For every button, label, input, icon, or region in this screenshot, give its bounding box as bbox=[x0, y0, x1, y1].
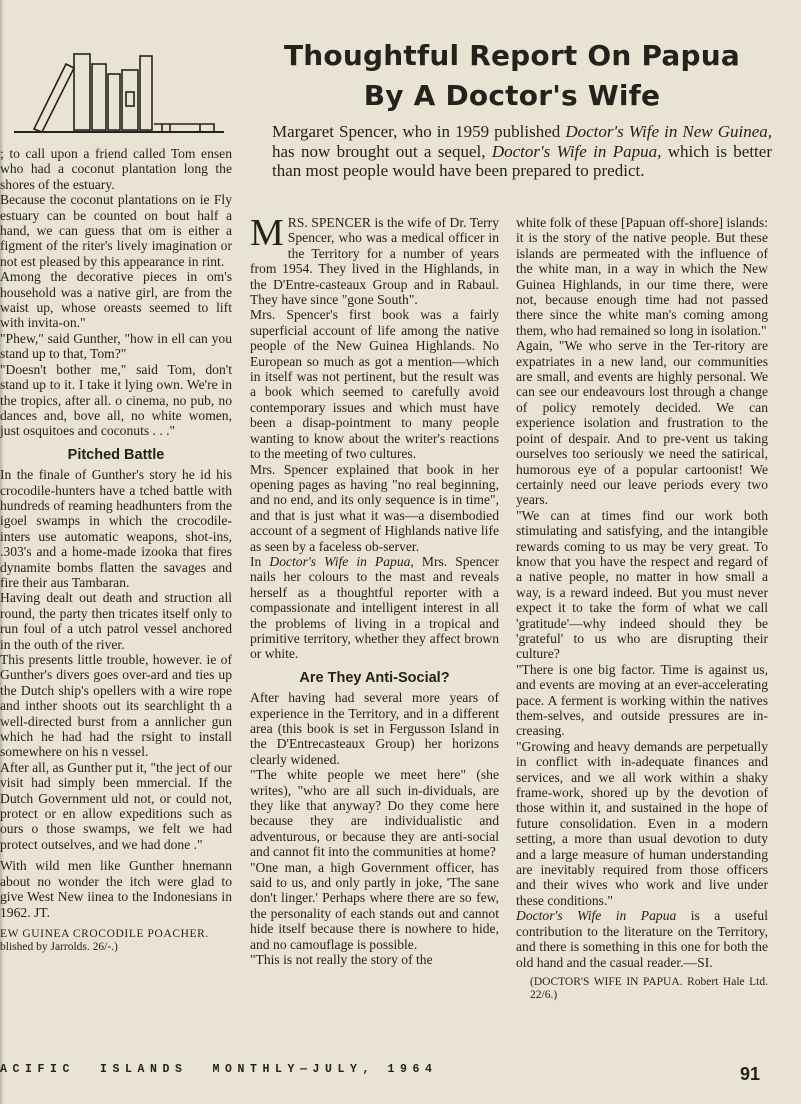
paragraph: Among the decorative pieces in om's household was a native girl, are from the waist up, whose oreasts seemed to lift with invita-on." bbox=[0, 269, 232, 331]
column-2 bbox=[250, 212, 499, 968]
paragraph: After having had several more years of experience in the Territory, and in a different area (this book is set in Fergusson Island in the D'Entrecasteaux Group) her horizons clearly widened. bbox=[250, 690, 499, 767]
paragraph-text: RS. SPENCER is the wife of Dr. Terry Spencer, who was a medical officer in the Territory for a number of years from 1954. They lived in the Highlands, in the D'Entre-casteaux Group and in Rabaul. They have since "gone South". bbox=[250, 215, 499, 308]
paragraph: Mrs. Spencer's first book was a fairly superficial account of life among the native people of the New Guinea Highlands. No European so much as got a mention—which in itself was not pertinent, but the result was a book which seemed to carefully avoid contemporary issues and which must have been a disap-pointment to many people wanting to know about the writer's reactions to the meeting of two cultures. bbox=[250, 307, 499, 462]
book-credit: blished by Jarrolds. 26/-.) bbox=[0, 940, 118, 953]
column-3 bbox=[516, 215, 768, 1002]
title-line-2: By A Doctor's Wife bbox=[363, 79, 661, 112]
paragraph: white folk of these [Papuan off-shore] islands: it is the story of the native people. But these islands are permeated with the influence of the white man, in a way in which the New Guinea Highlands, in our time there, were not, because enough time had not passed there since the white man's coming among them, who had remained so long in isolation." bbox=[516, 215, 768, 338]
title-line-1: Thoughtful Report On Papua bbox=[283, 39, 741, 72]
standfirst-text: has now brought out a sequel, bbox=[272, 141, 492, 161]
article-title bbox=[262, 36, 762, 116]
paragraph: "We can at times find our work both stimulating and satisfying, and the intangible rewards coming to us may be very great. To know that you have the respect and regard of a native people, no matter in how small a way, is a reward indeed. But you must never expect it to take the form of what we call 'gratitude'—why indeed should they be 'grateful' to us who are disrupting their culture? bbox=[516, 507, 768, 662]
section-heading: Are They Anti-Social? bbox=[299, 669, 450, 686]
book-credit: (DOCTOR'S WIFE IN PAPUA. Robert Hale Ltd. 22/6.) bbox=[530, 975, 768, 1001]
article-standfirst bbox=[272, 122, 772, 181]
paragraph bbox=[516, 908, 768, 970]
paragraph bbox=[250, 212, 499, 308]
paragraph: "There is one big factor. Time is against us, and events are moving at an ever-accelerating pace. A ferment is working within the natives them-selves, and outside pressures are in-creasing. bbox=[516, 661, 768, 739]
paragraph: With wild men like Gunther hnemann about no wonder the itch were glad to give West New iinea to the Indonesians in 1962. JT. bbox=[0, 858, 232, 920]
standfirst-text: Margaret Spencer, who in 1959 published bbox=[272, 122, 566, 141]
paragraph: "Growing and heavy demands are perpetually in conflict with in-adequate finances and services, and we all work within a shaky frame-work, shored up by the devotion of those within it, and sustained in the hope of future consolidation. Even in a modern setting, a more than usual devotion to duty and a large measure of human understanding are inevitably required from those officers and their wives who work and live under these conditions." bbox=[516, 738, 768, 908]
paragraph: "One man, a high Government officer, has said to us, and only partly in joke, 'The sane don't linger.' Perhaps where there are so few, the personality of each stands out and cannot hide itself because there is nowhere to hide, and no camouflage is possible. bbox=[250, 859, 499, 952]
page-number: 91 bbox=[740, 1064, 761, 1084]
book-credit: EW GUINEA CROCODILE POACHER. bbox=[0, 927, 209, 940]
paragraph: "The white people we meet here" (she writes), "who are all such in-dividuals, are they like that anyway? Do they come here because they are individualistic and adventurous, or because they are anti-social and cannot fit into the communities at home? bbox=[250, 767, 499, 860]
paragraph: After all, as Gunther put it, "the ject of our visit had simply been mmercial. If the Dutch Government uld not, or could not, protect or en allow expeditions such as ours o those swamps, we felt we had protect outselves, and we had done ." bbox=[0, 759, 232, 852]
paragraph: Again, "We who serve in the Ter-ritory are expatriates in a new land, our communities are small, and events are highly personal. We can see our endeavours lost through a change of policy remotely decided. We can experience isolation and frustration to the point of despair. And to pre-vent us taking ourselves too seriously we need the satirical, humorous eye of a popular cartoonist! We certainly need our leave periods every two years. bbox=[516, 338, 768, 508]
paragraph: ; to call upon a friend called Tom ensen who had a coconut plantation long the shores of the estuary. bbox=[0, 146, 232, 192]
footer-running-title: ACIFIC ISLANDS MONTHLY—JULY, 1964 bbox=[0, 1063, 438, 1076]
paragraph: In the finale of Gunther's story he id his crocodile-hunters have a tched battle with hundreds of reaming headhunters from the igoel swamps in which the crocodile-inters use automatic weapons, shot-ins, .303's and a home-made izooka that fires dynamite bombs flatten the savages and fire their aus Tambaran. bbox=[0, 467, 232, 590]
paragraph: In Doctor's Wife in Papua, Mrs. Spencer nails her colours to the mast and reveals herself as a thoughtful reporter with a compassionate and intelligent interest in all the problems of living in a tropical and primitive territory, whether they affect brown or white. bbox=[250, 553, 499, 662]
book-title: Doctor's Wife in Papua, bbox=[269, 553, 414, 569]
paragraph: Mrs. Spencer explained that book in her opening pages as having "no real beginning, and no end, and its only sequence is in time", and that is just what it was—a disembodied account of a segment of Highlands native life as seen by a faceless ob-server. bbox=[250, 461, 499, 554]
standfirst-book-title-1: Doctor's Wife in New Guinea, bbox=[565, 122, 772, 141]
paragraph: Having dealt out death and struction all round, the party then tricates itself only to run foul of a utch patrol vessel anchored in the outh of the river. bbox=[0, 590, 232, 652]
book-title: Doctor's Wife in Papua bbox=[516, 908, 677, 924]
paragraph-text: Mrs. Spencer nails her colours to the mast and reveals herself as a thoughtful reporter with a compassionate and intelligent interest in all the problems of living in a tropical and primitive territory, whether they affect brown or white. bbox=[250, 553, 499, 662]
paragraph: This presents little trouble, however. ie of Gunther's divers goes over-ard and ties up the Dutch ship's opellers with a wire rope and inther shoots out its searchlight th a well-directed burst from a annlicher gun which he had had the rsight to install somewhere on his n vessel. bbox=[0, 652, 232, 760]
paragraph: "Doesn't bother me," said Tom, don't stand up to it. I take it lying own. We're in the tropics, after all. o cinema, no pub, no dances and, bove all, no white women, just osquitoes and coconuts . . ." bbox=[0, 361, 232, 439]
drop-cap: M bbox=[250, 212, 284, 254]
standfirst-book-title-2: Doctor's Wife in Papua, bbox=[491, 141, 662, 161]
paragraph: "Phew," said Gunther, "how in ell can you stand up to that, Tom?" bbox=[0, 330, 232, 362]
standfirst-text: which is better than most people would have been prepared to predict. bbox=[272, 141, 772, 180]
section-heading: Pitched Battle bbox=[67, 446, 165, 463]
column-1 bbox=[0, 146, 232, 954]
paragraph: "This is not really the story of the bbox=[250, 952, 433, 968]
books-illustration bbox=[14, 44, 224, 134]
paragraph: Because the coconut plantations on ie Fly estuary can be counted on bout half a hand, we can guess that om is either a figment of the riter's lively imagination or not est pleased by this appearance in rint. bbox=[0, 192, 232, 269]
paragraph-text: is a useful contribution to the literature on the Territory, and there is something in this one for both the old hand and the casual reader.—SI. bbox=[516, 908, 768, 970]
